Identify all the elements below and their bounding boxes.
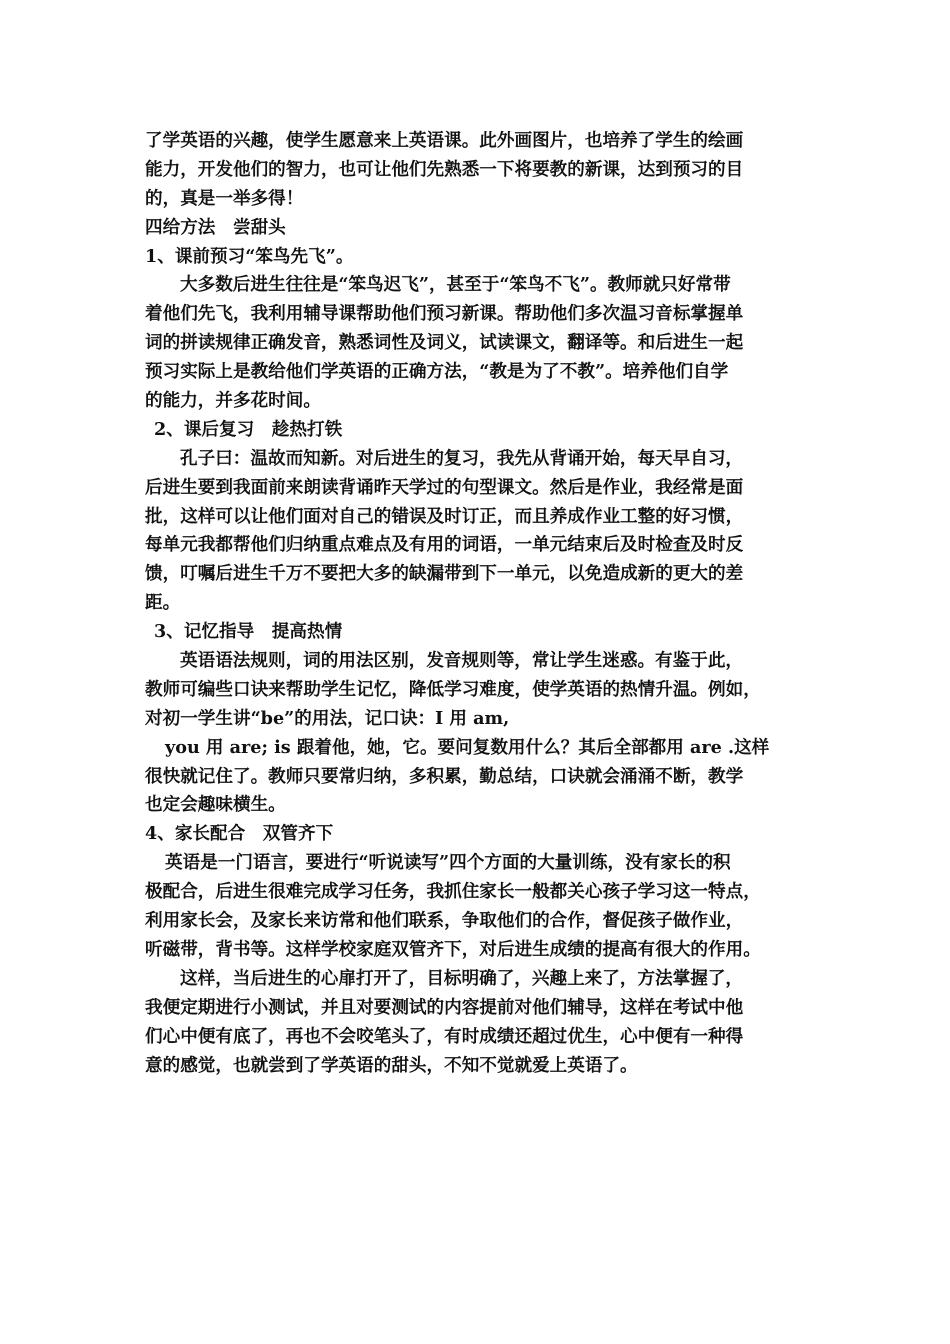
text-line: 批，这样可以让他们面对自己的错误及时订正，而且养成作业工整的好习惯，	[145, 505, 744, 527]
text-line: 词的拼读规律正确发音，熟悉词性及词义，试读课文，翻译等。和后进生一起	[145, 332, 744, 354]
text-line: 英语语法规则，词的用法区别，发音规则等，常让学生迷惑。有鉴于此，	[180, 650, 744, 672]
text-line: 3、记忆指导 提高热情	[154, 621, 343, 643]
text-line: 英语是一门语言，要进行“听说读写”四个方面的大量训练，没有家长的积	[165, 852, 731, 874]
text-line: 了学英语的兴趣，使学生愿意来上英语课。此外画图片，也培养了学生的绘画	[145, 130, 744, 151]
text-line: 们心中便有底了，再也不会咬笔头了，有时成绩还超过优生，心中便有一种得	[145, 1025, 744, 1047]
text-line: 的，真是一举多得！	[145, 187, 304, 209]
text-line: 大多数后进生往往是“笨鸟迟飞”，甚至于“笨鸟不飞”。教师就只好常带	[180, 274, 731, 296]
text-line: 利用家长会，及家长来访常和他们联系，争取他们的合作，督促孩子做作业，	[145, 910, 744, 932]
text-line: 对初一学生讲“be”的用法，记口诀：I 用 am,	[145, 707, 510, 729]
text-line: 着他们先飞，我利用辅导课帮助他们预习新课。帮助他们多次温习音标掌握单	[145, 303, 744, 325]
text-line: 很快就记住了。教师只要常归纳，多积累，勤总结，口诀就会涌涌不断，教学	[145, 765, 744, 787]
text-line: 馈，叮嘱后进生千万不要把大多的缺漏带到下一单元，以免造成新的更大的差	[145, 563, 744, 585]
text-line: 意的感觉，也就尝到了学英语的甜头，不知不觉就爱上英语了。	[145, 1054, 638, 1076]
text-line: 教师可编些口诀来帮助学生记忆，降低学习难度，使学英语的热情升温。例如，	[145, 678, 761, 700]
text-line: 4、家长配合 双管齐下	[145, 823, 334, 845]
text-line: you 用 are; is 跟着他，她，它。要问复数用什么？其后全部都用 are .这样	[165, 736, 770, 758]
text-line: 1、课前预习“笨鸟先飞”。	[145, 245, 354, 267]
text-line: 2、课后复习 趁热打铁	[154, 418, 343, 440]
text-line: 听磁带，背书等。这样学校家庭双管齐下，对后进生成绩的提高有很大的作用。	[145, 938, 761, 960]
text-line: 预习实际上是教给他们学英语的正确方法，“教是为了不教”。培养他们自学	[145, 361, 729, 383]
text-line: 四给方法 尝甜头	[145, 216, 286, 238]
text-line: 我便定期进行小测试，并且对要测试的内容提前对他们辅导，这样在考试中他	[145, 996, 744, 1018]
text-line: 的能力，并多花时间。	[145, 390, 321, 412]
text-line: 极配合，后进生很难完成学习任务，我抓住家长一般都关心孩子学习这一特点，	[145, 881, 761, 903]
document-body	[145, 127, 810, 1080]
text-line: 距。	[145, 592, 181, 614]
text-line: 也定会趣味横生。	[145, 794, 286, 816]
text-line: 能力，开发他们的智力，也可让他们先熟悉一下将要教的新课，达到预习的目	[145, 158, 744, 180]
text-line: 后进生要到我面前来朗读背诵昨天学过的句型课文。然后是作业，我经常是面	[145, 476, 744, 498]
text-line: 每单元我都帮他们归纳重点难点及有用的词语，一单元结束后及时检查及时反	[145, 534, 744, 556]
text-line: 这样，当后进生的心扉打开了，目标明确了，兴趣上来了，方法掌握了，	[180, 967, 744, 989]
text-line: 孔子曰：温故而知新。对后进生的复习，我先从背诵开始，每天早自习，	[180, 447, 744, 469]
